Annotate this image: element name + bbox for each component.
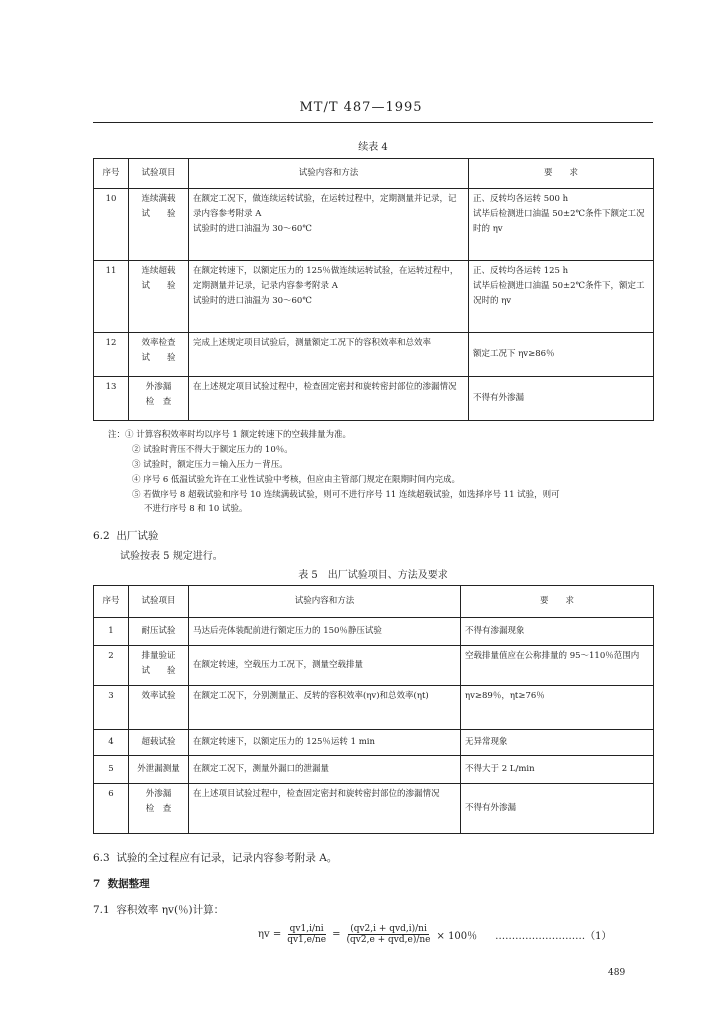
row-req: 不得大于 2 L/min [461, 756, 654, 784]
row-no: 1 [94, 618, 129, 646]
formula-1 [258, 924, 612, 945]
formula-fraction-2: $\frac{\text{(qv2,i + qvd,i)/ni}}{\text{(qv2,e + qvd,e)/ne}}$ [346, 924, 431, 945]
table4-header-item: 试验项目 [129, 159, 189, 189]
row-item: 超载试验 [129, 730, 189, 756]
row-method: 完成上述规定项目试验后，测量额定工况下的容积效率和总效率 [189, 333, 469, 377]
row-item: 连续满载 试 验 [129, 189, 189, 261]
note-line: 注：① 计算容积效率时均以序号 1 额定转速下的空载排量为准。 [108, 430, 352, 440]
row-no: 12 [94, 333, 129, 377]
row-no: 5 [94, 756, 129, 784]
table4-header-no: 序号 [94, 159, 129, 189]
table4-notes [108, 428, 668, 517]
row-req: 无异常现象 [461, 730, 654, 756]
row-req: 不得有外渗漏 [469, 377, 654, 421]
table-row [94, 377, 654, 421]
row-no: 6 [94, 784, 129, 834]
table-row [94, 784, 654, 834]
document-code: MT/T 487—1995 [299, 100, 423, 115]
row-req: 空载排量值应在公称排量的 95～110％范围内 [461, 646, 654, 686]
section-7-1: 7.1 容积效率 ηv(％)计算： [93, 904, 225, 916]
row-item: 耐压试验 [129, 618, 189, 646]
table-row [94, 333, 654, 377]
row-req: ηv≥89％，ηt≥76％ [461, 686, 654, 730]
table4-caption: 续表 4 [358, 142, 388, 153]
row-item: 效率试验 [129, 686, 189, 730]
row-req: 不得有渗漏现象 [461, 618, 654, 646]
row-item: 连续超载 试 验 [129, 261, 189, 333]
table4 [93, 158, 654, 421]
table-row [94, 189, 654, 261]
table5-header-item: 试验项目 [129, 586, 189, 618]
table5-header-req: 要 求 [461, 586, 654, 618]
note-line: 不进行序号 8 和 10 试验。 [144, 504, 248, 515]
table-row [94, 730, 654, 756]
row-item: 外泄漏测量 [129, 756, 189, 784]
note-line: ③ 试验时，额定压力＝输入压力－背压。 [132, 459, 288, 470]
row-method: 在额定工况下，分别测量正、反转的容积效率(ηv)和总效率(ηt) [189, 686, 461, 730]
row-method: 在上述规定项目试验过程中，检查固定密封和旋转密封部位的渗漏情况 [189, 377, 469, 421]
row-no: 10 [94, 189, 129, 261]
row-item: 外渗漏 检 查 [129, 784, 189, 834]
table-row [94, 756, 654, 784]
formula-fraction-1: $\frac{qv1,i/ni}{qv1,e/ne}$ [287, 924, 327, 945]
table4-header-req: 要 求 [469, 159, 654, 189]
row-req: 正、反转均各运转 500 h 试毕后检测进口油温 50±2℃条件下额定工况时的 ηv [469, 189, 654, 261]
table4-header-method: 试验内容和方法 [189, 159, 469, 189]
formula-tail: × 100％ [436, 931, 478, 942]
row-no: 11 [94, 261, 129, 333]
note-line: ② 试验时背压不得大于额定压力的 10％。 [132, 444, 293, 455]
row-method: 在上述项目试验过程中，检查固定密封和旋转密封部位的渗漏情况 [189, 784, 461, 834]
row-item: 排量验证 试 验 [129, 646, 189, 686]
table-row [94, 618, 654, 646]
row-req: 额定工况下 ηv≥86％ [469, 333, 654, 377]
row-method: 在额定工况下，做连续运转试验，在运转过程中，定期测量并记录，记录内容参考附录 A 试验时的进口油温为 30～60℃ [189, 189, 469, 261]
formula-number: ………………………（1） [495, 931, 612, 942]
table5-caption: 表 5 出厂试验项目、方法及要求 [298, 570, 448, 581]
row-item: 外渗漏 检 查 [129, 377, 189, 421]
row-item: 效率检查 试 验 [129, 333, 189, 377]
formula-eq: = [332, 929, 341, 940]
table-row [94, 686, 654, 730]
row-no: 4 [94, 730, 129, 756]
row-method: 马达后壳体装配前进行额定压力的 150％静压试验 [189, 618, 461, 646]
section-6-3: 6.3 试验的全过程应有记录，记录内容参考附录 A。 [93, 852, 338, 864]
row-method: 在额定转速下，以额定压力的 125％运转 1 min [189, 730, 461, 756]
table5-header-no: 序号 [94, 586, 129, 618]
row-method: 在额定转速，空载压力工况下，测量空载排量 [189, 646, 461, 686]
row-no: 3 [94, 686, 129, 730]
row-no: 2 [94, 646, 129, 686]
section-6-2-text: 试验按表 5 规定进行。 [120, 551, 223, 562]
table5-header-method: 试验内容和方法 [189, 586, 461, 618]
formula-lhs: ηv = [258, 929, 282, 940]
row-no: 13 [94, 377, 129, 421]
header-rule [93, 122, 653, 123]
section-6-2-heading: 6.2 出厂试验 [93, 530, 159, 542]
row-req: 不得有外渗漏 [461, 784, 654, 834]
note-line: ⑤ 若做序号 8 超载试验和序号 10 连续满载试验，则可不进行序号 11 连续超载试验，如选择序号 11 试验，则可 [132, 489, 560, 500]
table-row [94, 261, 654, 333]
table-row [94, 646, 654, 686]
page-number: 489 [608, 968, 626, 978]
row-req: 正、反转均各运转 125 h 试毕后检测进口油温 50±2℃条件下，额定工况时的 ηv [469, 261, 654, 333]
table5 [93, 585, 654, 834]
row-method: 在额定转速下，以额定压力的 125％做连续运转试验，在运转过程中，定期测量并记录，记录内容参考附录 A 试验时的进口油温为 30～60℃ [189, 261, 469, 333]
note-line: ④ 序号 6 低温试验允许在工业性试验中考核，但应由主管部门规定在限期时间内完成。 [132, 474, 461, 485]
section-7-heading: 7 数据整理 [93, 878, 150, 890]
row-method: 在额定工况下，测量外漏口的泄漏量 [189, 756, 461, 784]
